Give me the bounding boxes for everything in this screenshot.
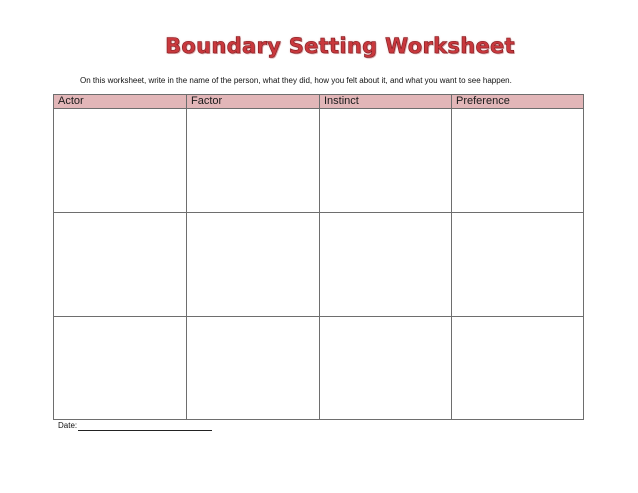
entry-cell-row2-instinct[interactable] [320, 213, 451, 316]
date-field[interactable] [78, 430, 212, 431]
entry-cell-row3-preference[interactable] [452, 317, 583, 419]
entry-cell-row2-actor[interactable] [54, 213, 186, 316]
entry-cell-row1-factor[interactable] [187, 109, 319, 212]
column-header-actor: Actor [58, 95, 84, 107]
instructions-text: On this worksheet, write in the name of the person, what they did, how you felt about it, and what you want to see happen. [80, 76, 512, 85]
column-header-factor: Factor [191, 95, 223, 107]
column-header-instinct: Instinct [324, 95, 359, 107]
entry-cell-row3-actor[interactable] [54, 317, 186, 419]
date-label: Date: [58, 421, 78, 430]
entry-cell-row3-factor[interactable] [187, 317, 319, 419]
worksheet-table [53, 94, 584, 420]
column-header-preference: Preference [456, 95, 510, 107]
entry-cell-row1-actor[interactable] [54, 109, 186, 212]
entry-cell-row2-preference[interactable] [452, 213, 583, 316]
entry-cell-row3-instinct[interactable] [320, 317, 451, 419]
page-title: Boundary Setting Worksheet [165, 34, 515, 58]
entry-cell-row2-factor[interactable] [187, 213, 319, 316]
entry-cell-row1-preference[interactable] [452, 109, 583, 212]
entry-cell-row1-instinct[interactable] [320, 109, 451, 212]
